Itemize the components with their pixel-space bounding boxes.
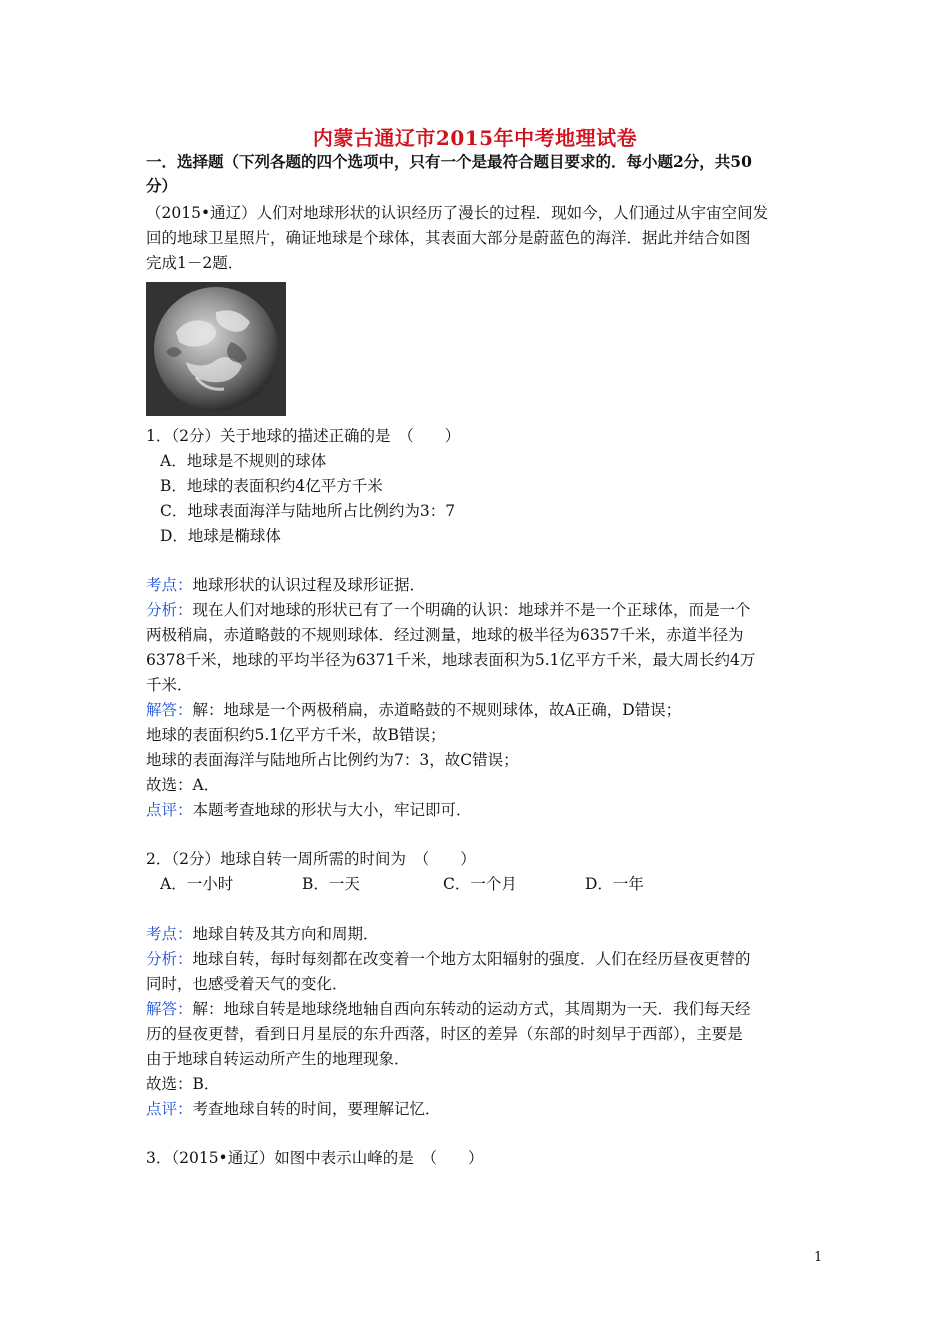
question-3-stem: 3．（2015•通辽）如图中表示山峰的是 （ ） bbox=[146, 1149, 484, 1167]
q2-jieda-line: 历的昼夜更替，看到日月星辰的东升西落，时区的差异（东部的时刻早于西部），主要是 bbox=[146, 1025, 743, 1043]
q2-jieda-line: 由于地球自转运动所产生的地理现象． bbox=[146, 1050, 410, 1068]
q1-kaodian bbox=[146, 573, 425, 597]
dianping-label: 点评： bbox=[146, 801, 193, 819]
q1-jieda-line: 地球的表面海洋与陆地所占比例约为7：3，故C错误； bbox=[146, 751, 519, 769]
q1-jieda bbox=[146, 698, 681, 722]
page-title: 内蒙古通辽市2015年中考地理试卷 bbox=[312, 126, 638, 150]
q1-option-a: A．地球是不规则的球体 bbox=[160, 452, 327, 470]
intro-line: 回的地球卫星照片，确证地球是个球体，其表面大部分是蔚蓝色的海洋．据此并结合如图 bbox=[146, 229, 751, 247]
question-2-stem: 2．（2分）地球自转一周所需的时间为 （ ） bbox=[146, 850, 476, 868]
earth-photo bbox=[146, 282, 286, 416]
q2-option-a: A．一小时 bbox=[160, 875, 234, 893]
q1-fenxi-line: 两极稍扁，赤道略鼓的不规则球体．经过测量，地球的极半径为6357千米，赤道半径为 bbox=[146, 626, 744, 644]
q2-option-b: B．一天 bbox=[302, 875, 360, 893]
q1-fenxi-line: 千米． bbox=[146, 676, 193, 694]
jieda-label: 解答： bbox=[146, 1000, 193, 1018]
section-heading-cont: 分） bbox=[146, 176, 178, 195]
q2-kaodian bbox=[146, 922, 379, 946]
kaodian-text: 地球自转及其方向和周期． bbox=[192, 925, 379, 943]
fenxi-label: 分析： bbox=[146, 601, 193, 619]
q2-jieda-line: 故选：B． bbox=[146, 1075, 220, 1093]
jieda-text: 解：地球自转是地球绕地轴自西向东转动的运动方式，其周期为一天．我们每天经 bbox=[192, 1000, 751, 1018]
kaodian-label: 考点： bbox=[146, 925, 193, 943]
page-number: 1 bbox=[814, 1250, 823, 1265]
jieda-label: 解答： bbox=[146, 701, 193, 719]
intro-line: （2015•通辽）人们对地球形状的认识经历了漫长的过程．现如今，人们通过从宇宙空间发 bbox=[146, 204, 769, 222]
fenxi-text: 现在人们对地球的形状已有了一个明确的认识：地球并不是一个正球体，而是一个 bbox=[192, 601, 751, 619]
fenxi-text: 地球自转，每时每刻都在改变着一个地方太阳辐射的强度．人们在经历昼夜更替的 bbox=[192, 950, 751, 968]
jieda-text: 解：地球是一个两极稍扁，赤道略鼓的不规则球体，故A正确，D错误； bbox=[192, 701, 682, 719]
question-1-stem: 1．（2分）关于地球的描述正确的是 （ ） bbox=[146, 427, 461, 445]
q1-fenxi-line: 6378千米，地球的平均半径为6371千米，地球表面积为5.1亿平方千米，最大周长约4万 bbox=[146, 651, 756, 669]
q2-dianping bbox=[146, 1097, 441, 1121]
q1-jieda-line: 故选：A． bbox=[146, 776, 220, 794]
section-heading: 一．选择题（下列各题的四个选项中，只有一个是最符合题目要求的．每小题2分，共50 bbox=[146, 152, 752, 171]
fenxi-label: 分析： bbox=[146, 950, 193, 968]
kaodian-text: 地球形状的认识过程及球形证据． bbox=[192, 576, 426, 594]
earth-globe-image bbox=[146, 282, 286, 416]
q1-dianping bbox=[146, 798, 472, 822]
q1-jieda-line: 地球的表面积约5.1亿平方千米，故B错误； bbox=[146, 726, 446, 744]
q1-option-b: B．地球的表面积约4亿平方千米 bbox=[160, 477, 383, 495]
q1-option-c: C．地球表面海洋与陆地所占比例约为3：7 bbox=[160, 502, 456, 520]
q2-option-d: D．一年 bbox=[585, 875, 644, 893]
dianping-label: 点评： bbox=[146, 1100, 193, 1118]
q1-option-d: D．地球是椭球体 bbox=[160, 527, 281, 545]
kaodian-label: 考点： bbox=[146, 576, 193, 594]
q2-fenxi-line: 同时，也感受着天气的变化． bbox=[146, 975, 348, 993]
q2-fenxi bbox=[146, 947, 751, 971]
dianping-text: 考查地球自转的时间，要理解记忆． bbox=[192, 1100, 441, 1118]
intro-line: 完成1－2题． bbox=[146, 254, 244, 272]
q2-jieda bbox=[146, 997, 751, 1021]
dianping-text: 本题考查地球的形状与大小，牢记即可． bbox=[192, 801, 472, 819]
q1-fenxi bbox=[146, 598, 751, 622]
q2-option-c: C．一个月 bbox=[443, 875, 517, 893]
